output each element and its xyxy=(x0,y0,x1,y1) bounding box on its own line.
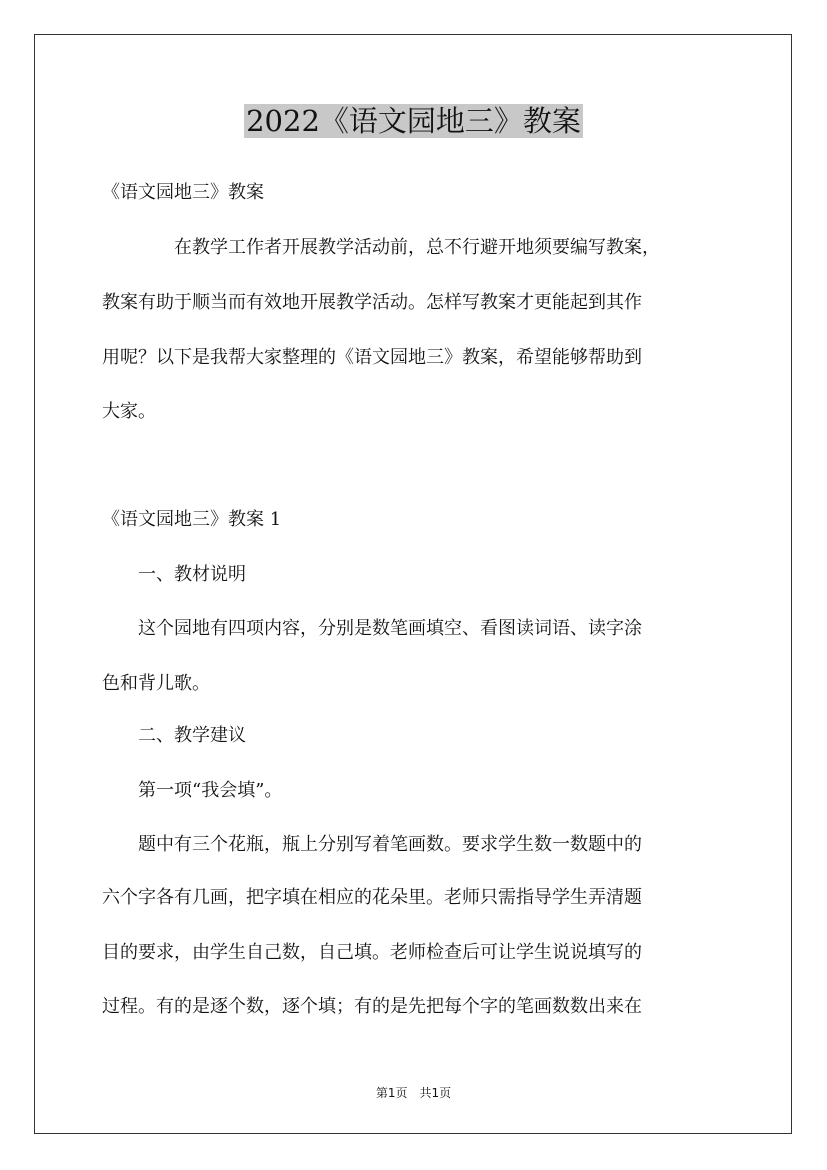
page-footer: 第1页 共1页 xyxy=(375,1086,452,1100)
body-line-7: 这个园地有四项内容，分别是数笔画填空、看图读词语、读字涂 xyxy=(102,618,642,639)
body-line-14: 过程。有的是逐个数，逐个填；有的是先把每个字的笔画数数出来在 xyxy=(102,996,642,1017)
document-title-text: 2022《语文园地三》教案 xyxy=(246,104,581,138)
subheading-suggestions: 二、教学建议 xyxy=(102,725,246,746)
body-line-4: 大家。 xyxy=(102,401,156,422)
body-line-10: 第一项“我会填”。 xyxy=(102,780,283,801)
subtitle-line: 《语文园地三》教案 xyxy=(102,182,264,203)
document-title xyxy=(0,101,827,141)
body-line-8: 色和背儿歌。 xyxy=(102,673,210,694)
body-line-12: 六个字各有几画，把字填在相应的花朵里。老师只需指导学生弄清题 xyxy=(102,887,642,908)
body-line-1: 在教学工作者开展教学活动前，总不行避开地须要编写教案， xyxy=(102,237,660,258)
body-line-11: 题中有三个花瓶，瓶上分别写着笔画数。要求学生数一数题中的 xyxy=(102,834,642,855)
body-line-2: 教案有助于顺当而有效地开展教学活动。怎样写教案才更能起到其作 xyxy=(102,292,642,313)
body-line-13: 目的要求，由学生自己数，自己填。老师检查后可让学生说说填写的 xyxy=(102,942,642,963)
subheading-materials: 一、教材说明 xyxy=(102,564,246,585)
body-line-3: 用呢？以下是我帮大家整理的《语文园地三》教案，希望能够帮助到 xyxy=(102,347,642,368)
section-heading: 《语文园地三》教案 1 xyxy=(102,509,282,530)
